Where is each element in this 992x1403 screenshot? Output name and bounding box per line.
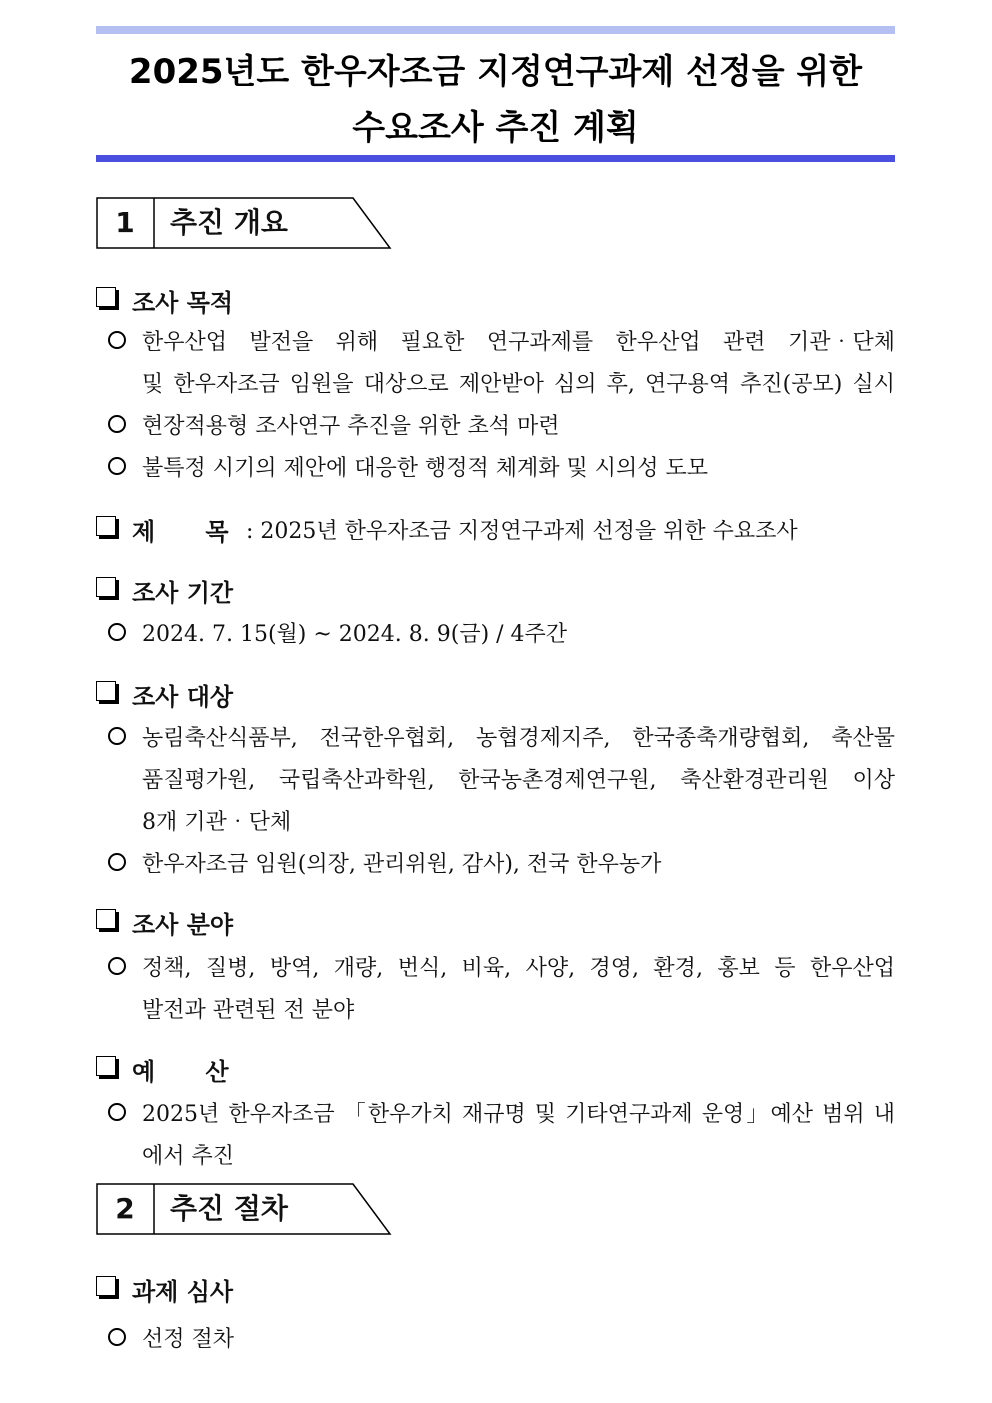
heading-text: 예 산: [132, 1058, 229, 1086]
heading-text: 조사 분야: [132, 911, 234, 939]
checkbox-square-icon: [96, 681, 116, 701]
target-bullet-1-line-2: 품질평가원, 국립축산과학원, 한국농촌경제연구원, 축산환경관리원 이상: [142, 768, 895, 793]
target-bullet-1-line-3: 8개 기관‧단체: [142, 810, 292, 835]
field-bullet-1-line-2: 발전과 관련된 전 분야: [142, 998, 355, 1023]
checkbox-square-icon: [96, 577, 116, 597]
section-number: 2: [115, 1192, 135, 1225]
purpose-bullet-1-line-1: 한우산업 발전을 위해 필요한 연구과제를 한우산업 관련 기관‧단체: [142, 330, 895, 355]
budget-bullet-1-line-1: 2025년 한우자조금 「한우가치 재규명 및 기타연구과제 운영」예산 범위 내: [142, 1102, 895, 1127]
purpose-bullet-1-line-2: 및 한우자조금 임원을 대상으로 제안받아 심의 후, 연구용역 추진(공모) 실시: [142, 372, 895, 397]
circle-bullet-icon: [108, 453, 130, 475]
circle-bullet-icon: [108, 1324, 130, 1346]
circle-bullet-icon: [108, 849, 130, 871]
circle-bullet-icon: [108, 953, 130, 975]
purpose-bullet-2: 현장적용형 조사연구 추진을 위한 초석 마련: [142, 414, 560, 439]
period-bullet-1: 2024. 7. 15(월) ~ 2024. 8. 9(금) / 4주간: [142, 622, 568, 647]
doc-title-line2: 수요조사 추진 계획: [352, 108, 639, 148]
circle-bullet-icon: [108, 1099, 130, 1121]
title-bottom-rule: [96, 155, 895, 162]
heading-text: 조사 기간: [132, 579, 234, 607]
checkbox-square-icon: [96, 909, 116, 929]
checkbox-square-icon: [96, 516, 116, 536]
section-label: 추진 개요: [170, 206, 288, 239]
section-2-header: [96, 1183, 392, 1235]
circle-bullet-icon: [108, 723, 130, 745]
subject-value: : 2025년 한우자조금 지정연구과제 선정을 위한 수요조사: [246, 519, 798, 544]
doc-title-line1: 2025년도 한우자조금 지정연구과제 선정을 위한: [128, 52, 863, 92]
circle-bullet-icon: [108, 327, 130, 349]
heading-text: 조사 목적: [132, 289, 234, 317]
circle-bullet-icon: [108, 619, 130, 641]
circle-bullet-icon: [108, 411, 130, 433]
heading-text: 제 목: [132, 518, 229, 546]
section-label: 추진 절차: [170, 1192, 288, 1225]
field-bullet-1-line-1: 정책, 질병, 방역, 개량, 번식, 비육, 사양, 경영, 환경, 홍보 등 한우산업: [142, 956, 895, 981]
purpose-bullet-3: 불특정 시기의 제안에 대응한 행정적 체계화 및 시의성 도모: [142, 456, 708, 481]
section-number: 1: [115, 206, 135, 239]
section-1-header: [96, 197, 392, 249]
title-top-rule: [96, 26, 895, 34]
checkbox-square-icon: [96, 1276, 116, 1296]
review-bullet-1: 선정 절차: [142, 1327, 235, 1352]
heading-text: 조사 대상: [132, 683, 234, 711]
checkbox-square-icon: [96, 1056, 116, 1076]
heading-text: 과제 심사: [132, 1278, 234, 1306]
target-bullet-2: 한우자조금 임원(의장, 관리위원, 감사), 전국 한우농가: [142, 852, 662, 877]
checkbox-square-icon: [96, 287, 116, 307]
budget-bullet-1-line-2: 에서 추진: [142, 1144, 235, 1169]
target-bullet-1-line-1: 농림축산식품부, 전국한우협회, 농협경제지주, 한국종축개량협회, 축산물: [142, 726, 895, 751]
